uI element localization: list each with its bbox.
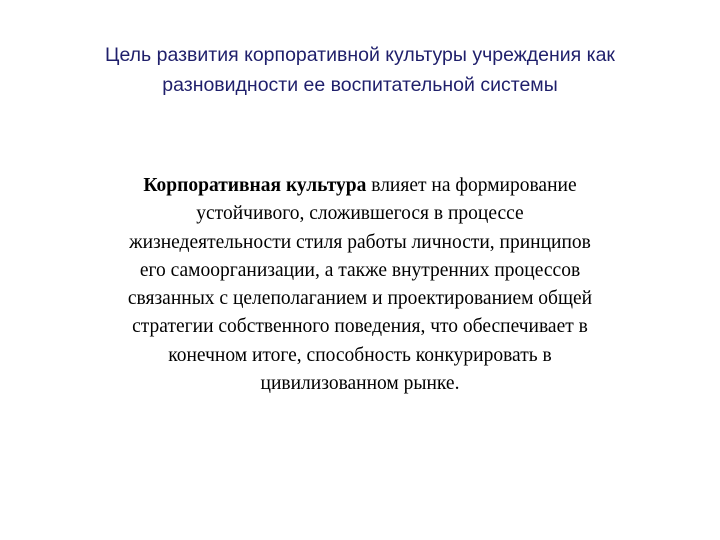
body-line-7: конечном итоге, способность конкурировать в [168,344,552,366]
body-text [40,172,680,398]
body-line-8: цивилизованном рынке. [260,373,460,395]
body-line-5: связанных с целеполаганием и проектированием общей [127,288,593,310]
body-line-1-rest: влияет на формирование [366,175,577,196]
slide-title [30,40,690,100]
body-line-4: его самоорганизации, а также внутренних процессов [139,259,581,281]
body-term: Корпоративная культура [143,175,367,196]
body-line-3: жизнедеятельности стиля работы личности, принципов [129,231,591,253]
body-line-2: устойчивого, сложившегося в процессе [196,203,524,225]
title-line-2: разновидности ее воспитательной системы [162,74,558,96]
body-line-1 [40,172,680,200]
body-line-6: стратегии собственного поведения, что обеспечивает в [132,316,588,338]
title-line-1: Цель развития корпоративной культуры учреждения как [105,44,615,66]
